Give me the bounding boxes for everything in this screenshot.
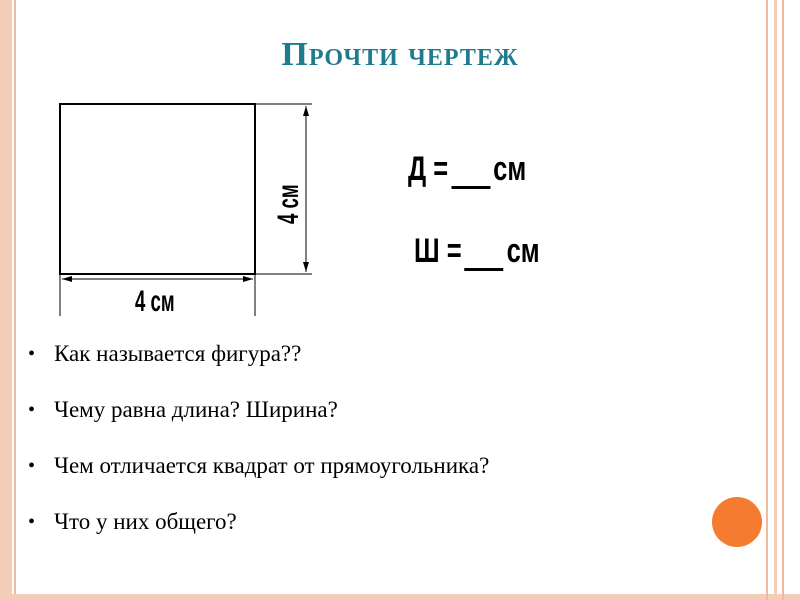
- square-shape: [60, 104, 255, 274]
- width-formula-prefix: Ш =: [414, 232, 462, 270]
- length-formula: [408, 150, 526, 189]
- question-list: [22, 334, 489, 558]
- width-blank: [465, 240, 504, 271]
- bullet-icon: •: [28, 455, 36, 477]
- length-formula-unit: см: [493, 150, 527, 188]
- question-text: Как называется фигура??: [54, 341, 302, 366]
- bullet-icon: •: [28, 343, 36, 365]
- bottom-arrow-right: [243, 276, 253, 282]
- decorative-dot: [712, 497, 762, 547]
- length-blank: [451, 158, 490, 189]
- question-text: Чему равна длина? Ширина?: [54, 397, 338, 422]
- side-length-label: 4 см: [271, 184, 306, 224]
- question-text: Чем отличается квадрат от прямоугольника?: [54, 453, 490, 478]
- bullet-icon: •: [28, 511, 36, 533]
- bottom-arrow-left: [62, 276, 72, 282]
- bullet-icon: •: [28, 399, 36, 421]
- width-formula: [414, 232, 540, 271]
- bottom-length-label: 4 см: [135, 284, 175, 319]
- length-formula-prefix: Д =: [408, 150, 449, 188]
- list-item: [22, 390, 489, 446]
- question-text: Что у них общего?: [54, 509, 237, 534]
- right-arrow-bottom: [303, 262, 309, 272]
- list-item: [22, 334, 489, 390]
- list-item: [22, 446, 489, 502]
- list-item: [22, 502, 489, 558]
- width-formula-unit: см: [506, 232, 540, 270]
- right-arrow-top: [303, 106, 309, 116]
- slide-title: Прочти чертеж: [281, 36, 519, 73]
